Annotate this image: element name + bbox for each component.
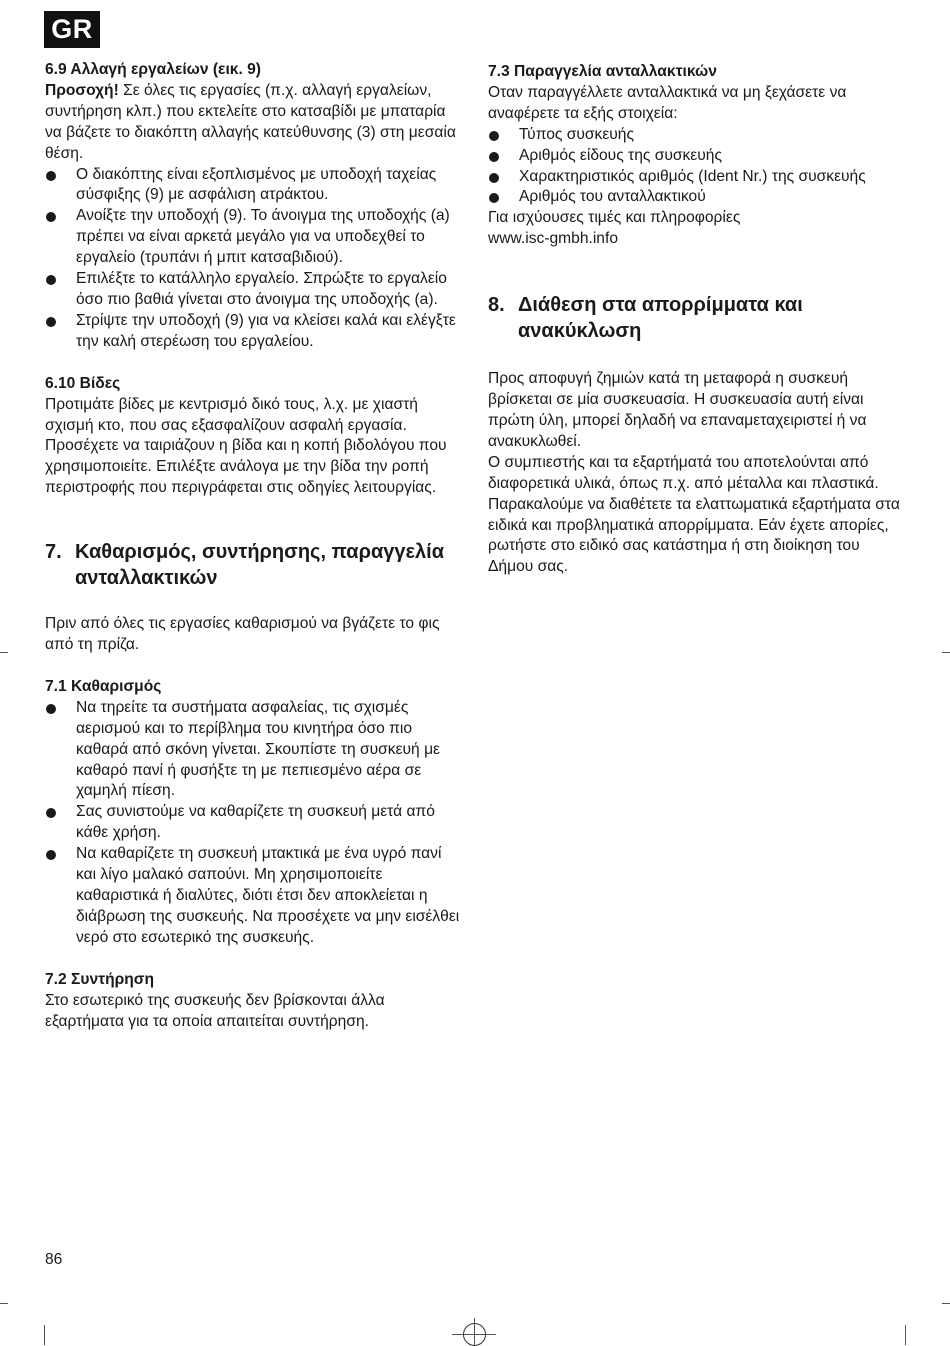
section-7-heading	[45, 539, 465, 591]
bullet-item: Αριθμός είδους της συσκευής	[488, 146, 908, 167]
bullet-item: Χαρακτηριστικός αριθμός (Ident Nr.) της συσκευής	[488, 167, 908, 188]
crop-mark-left-middle	[0, 652, 8, 653]
section-7-3-info: Για ισχύουσες τιμές και πληροφορίες	[488, 209, 741, 227]
section-6-9-title: 6.9 Αλλαγή εργαλείων (εικ. 9)	[45, 61, 262, 78]
section-6-10-title: 6.10 Βίδες	[45, 374, 121, 392]
bullet-item: Ο διακόπτης είναι εξοπλισμένος με υποδοχή ταχείας σύσφιξης (9) με ασφάλιση ατράκτου.	[45, 165, 465, 207]
bullet-item: Σας συνιστούμε να καθαρίζετε τη συσκευή μετά από κάθε χρήση.	[45, 802, 465, 844]
section-7-intro: Πριν από όλες τις εργασίες καθαρισμού να βγάζετε το φις από τη πρίζα.	[45, 615, 440, 654]
section-7-2-title: 7.2 Συντήρηση	[45, 970, 154, 988]
bullet-item: Στρίψτε την υποδοχή (9) για να κλείσει καλά και ελέγξτε την καλή στερέωση του εργαλείου.	[45, 311, 465, 353]
note-text: Σε όλες τις εργασίες (π.χ. αλλαγή εργαλείων, συντήρηση κλπ.) που εκτελείτε στο κατσαβίδι με μπαταρία να βάζετε το διακόπτη αλλαγής κατεύθυνσης (3) στη μεσαία θέση.	[45, 81, 456, 162]
registration-mark-circle	[463, 1323, 486, 1346]
section-8-paragraph-2: Ο συμπιεστής και τα εξαρτήματά του αποτελούνται από διαφορετικά υλικά, όπως π.χ. από μέταλλα και πλαστικά. Παρακαλούμε να διαθέτετε τα ελαττωματικά εξαρτήματα στα ειδικά και προβληματικά απορρίμματα. Εάν έχετε απορίες, ρωτήστε στο ειδικό σας κατάστημα ή στη διοίκηση του Δήμου σας.	[488, 453, 900, 576]
section-8-number: 8.	[488, 294, 505, 317]
bullet-item: Να τηρείτε τα συστήματα ασφαλείας, τις σχισμές αερισμού και το περίβλημα του κινητήρα όσο πιο καθαρά από σκόνη γίνεται. Σκουπίστε τη συσκευή με καθαρό πανί ή φυσήξτε τη με πεπιεσμένο αέρα σε χαμηλή πίεση.	[45, 698, 465, 803]
section-6-10-text: Προτιμάτε βίδες με κεντρισμό δικό τους, λ.χ. με χιαστή σχισμή κτο, που σας εξασφαλίζουν ασφαλή εργασία. Προσέχετε να ταιριάζουν η βίδα και η κοπή βιδολόγου που χρησιμοποιείτε. Επιλέξτε ανάλογα με την βίδα την ροπή περιστροφής που περιγράφεται στις οδηγίες λειτουργίας.	[45, 395, 447, 497]
crop-mark-right-middle	[942, 652, 950, 653]
bullet-item: Να καθαρίζετε τη συσκευή μτακτικά με ένα υγρό πανί και λίγο μαλακό σαπούνι. Μη χρησιμοποιείτε καθαριστικά ή διαλύτες, διότι έτσι δεν αποκλείεται η διάβρωση της συσκευής. Να προσέχετε να μην εισέλθει νερό στο εσωτερικό της συσκευής.	[45, 844, 465, 949]
section-7-2-text: Στο εσωτερικό της συσκευής δεν βρίσκονται άλλα εξαρτήματα για τα οποία απαιτείται συντήρηση.	[45, 991, 385, 1030]
page-number: 86	[45, 1251, 63, 1268]
section-6-9-bullets	[45, 165, 465, 353]
section-8-heading	[488, 292, 908, 344]
section-8-paragraph-1: Προς αποφυγή ζημιών κατά τη μεταφορά η συσκευή βρίσκεται σε μία συσκευασία. Η συσκευασία αυτή είναι πρώτη ύλη, μπορεί δηλαδή να επαναμεταχειριστεί ή να ανακυκλωθεί.	[488, 370, 867, 450]
section-7-3-title: 7.3 Παραγγελία ανταλλακτικών	[488, 63, 717, 80]
section-6-9-note	[45, 81, 465, 165]
bullet-item: Τύπος συσκευής	[488, 125, 908, 146]
crop-mark-right-bottom	[942, 1303, 950, 1304]
left-column	[45, 60, 465, 1032]
bullet-item: Αριθμός του ανταλλακτικού	[488, 187, 908, 208]
bullet-item: Ανοίξτε την υποδοχή (9). Το άνοιγμα της υποδοχής (a) πρέπει να είναι αρκετά μεγάλο για να υποδεχθεί το εργαλείο (τρυπάνι ή μπιτ κατσαβιδιού).	[45, 206, 465, 269]
section-7-1-title: 7.1 Καθαρισμός	[45, 677, 162, 695]
section-8-title: Διάθεση στα απορρίμματα και ανακύκλωση	[518, 294, 803, 343]
section-7-3-intro: Οταν παραγγέλλετε ανταλλακτικά να μη ξεχάσετε να αναφέρετε τα εξής στοιχεία:	[488, 83, 847, 122]
section-7-3-bullets	[488, 125, 908, 209]
section-7-1-bullets	[45, 698, 465, 949]
note-label: Προσοχή!	[45, 81, 119, 99]
section-7-3-url[interactable]: www.isc-gmbh.info	[488, 230, 618, 248]
bullet-item: Επιλέξτε το κατάλληλο εργαλείο. Σπρώξτε το εργαλείο όσο πιο βαθιά γίνεται στο άνοιγμα της υποδοχής (a).	[45, 269, 465, 311]
right-column	[488, 62, 908, 578]
crop-mark-bottom-right	[905, 1325, 906, 1345]
language-badge: GR	[44, 11, 100, 48]
section-7-title: Καθαρισμός, συντήρησης, παραγγελία ανταλλακτικών	[75, 541, 444, 590]
section-7-number: 7.	[45, 541, 62, 564]
crop-mark-bottom-left	[44, 1325, 45, 1345]
crop-mark-left-bottom	[0, 1303, 8, 1304]
